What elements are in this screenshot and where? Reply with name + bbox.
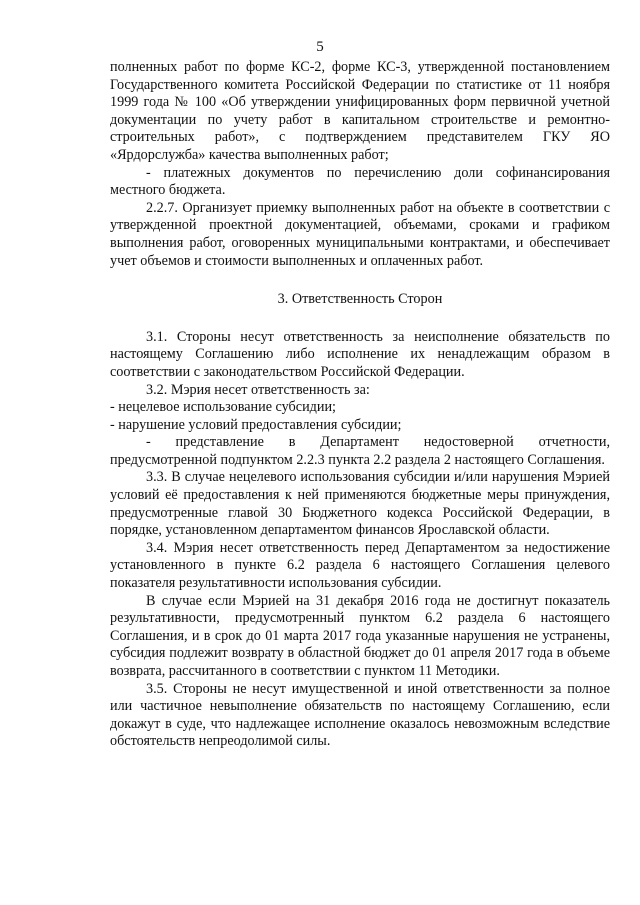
list-item-false-reporting: - представление в Департамент недостоверной отчетности, предусмотренной подпунктом 2.2.3 пункта 2.2 раздела 2 настоящего Соглашения.: [110, 434, 610, 468]
list-item-payment-documents: - платежных документов по перечислению доли софинансирования местного бюджета.: [110, 164, 610, 199]
document-body: [110, 59, 610, 751]
clause-3-1: 3.1. Стороны несут ответственность за неисполнение обязательств по настоящему Соглашению либо исполнение их ненадлежащим образом в соответствии с законодательством Российской Федерации.: [110, 328, 610, 380]
list-item-violation: - нарушение условий предоставления субсидии;: [110, 416, 402, 433]
list-item-misuse: - нецелевое использование субсидии;: [110, 399, 337, 416]
clause-3-2: 3.2. Мэрия несет ответственность за:: [146, 381, 370, 398]
page-number: 5: [316, 39, 324, 55]
section-heading-3: 3. Ответственность Сторон: [277, 291, 443, 308]
paragraph-subsidy-return: В случае если Мэрией на 31 декабря 2016 года не достигнут показатель результативности, предусмотренный пунктом 6.2 раздела 6 настоящего Соглашения, и в срок до 01 марта 2017 года указанные нарушения не устранены, субсидия подлежит возврату в областной бюджет до 01 апреля 2017 года в объеме возврата, рассчитанного в соответствии с пунктом 11 Методики.: [110, 592, 610, 679]
clause-2-2-7: 2.2.7. Организует приемку выполненных работ на объекте в соответствии с утвержденной проектной документацией, объемами, сроками и графиком выполнения работ, оговоренных муниципальными контрактами, и обеспечивает учет объемов и стоимости выполненных и оплаченных работ.: [110, 199, 610, 269]
clause-3-3: 3.3. В случае нецелевого использования субсидии и/или нарушения Мэрией условий её предоставления к ней применяются бюджетные меры принуждения, предусмотренные главой 30 Бюджетного кодекса Российской Федерации, в порядке, установленном департаментом финансов Ярославской области.: [110, 469, 610, 539]
paragraph-act-forms: полненных работ по форме КС-2, форме КС-3, утвержденной постановлением Государственного комитета Российской Федерации по статистике от 11 ноября 1999 года № 100 «Об утверждении унифицированных форм первичной учетной документации по учету работ в капитальном строительстве и ремонтно-строительных работ», с подтверждением представителем ГКУ ЯО «Ярдорслужба» качества выполненных работ;: [110, 59, 610, 163]
clause-3-5: 3.5. Стороны не несут имущественной и иной ответственности за полное или частичное невыполнение обязательств по настоящему Соглашению, если докажут в суде, что надлежащее исполнение оказалось невозможным вследствие обстоятельств непреодолимой силы.: [110, 680, 610, 750]
clause-3-4: 3.4. Мэрия несет ответственность перед Департаментом за недостижение установленного в пункте 6.2 раздела 6 настоящего Соглашения целевого показателя результативности использования субсидии.: [110, 539, 610, 592]
